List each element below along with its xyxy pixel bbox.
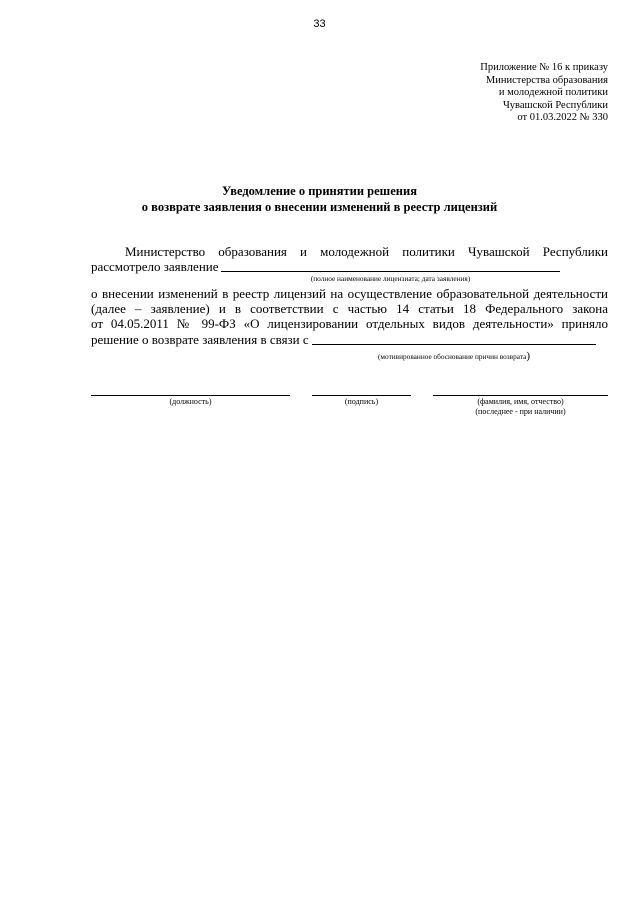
name-caption: (фамилия, имя, отчество): [477, 397, 564, 406]
document-title-line2: о возврате заявления о внесении изменений в реестр лицензий: [141, 200, 498, 214]
appendix-line: Министерства образования: [485, 74, 608, 86]
reason-caption-paren: ): [526, 350, 530, 362]
reason-caption-wrap: [312, 346, 596, 364]
reason-fill-line: [312, 344, 596, 345]
applicant-fill-line: [221, 271, 560, 272]
body-line-6-prefix: решение о возврате заявления в связи с: [91, 332, 309, 347]
body-line-5: от 04.05.2011 № 99-ФЗ «О лицензировании отдельных видов деятельности» приняло: [91, 316, 608, 331]
name-note-caption: (последнее - при наличии): [475, 407, 566, 416]
name-fill-line: [433, 395, 608, 396]
signature-fill-line: [312, 395, 411, 396]
appendix-line: Чувашской Республики: [502, 99, 608, 111]
appendix-block: [480, 62, 608, 125]
position-fill-line: [91, 395, 290, 396]
appendix-line: и молодежной политики: [498, 87, 608, 99]
page-number: 33: [313, 18, 326, 30]
body-line-3: о внесении изменений в реестр лицензий на осуществление образовательной деятельности: [91, 286, 608, 301]
reason-caption: (мотивированное обоснование причин возврата: [377, 352, 527, 361]
appendix-line: Приложение № 16 к приказу: [480, 62, 608, 73]
applicant-caption: (полное наименование лицензиата; дата заявления): [310, 274, 471, 283]
appendix-line: от 01.03.2022 № 330: [517, 112, 608, 124]
signature-caption: (подпись): [344, 397, 379, 406]
body-line-1: Министерство образования и молодежной политики Чувашской Республики: [125, 244, 608, 259]
body-line-4: (далее – заявление) и в соответствии с частью 14 статьи 18 Федерального закона: [91, 301, 608, 316]
position-caption: (должность): [169, 397, 212, 406]
body-line-2-prefix: рассмотрело заявление: [91, 259, 219, 274]
document-title-line1: Уведомление о принятии решения: [222, 184, 417, 198]
